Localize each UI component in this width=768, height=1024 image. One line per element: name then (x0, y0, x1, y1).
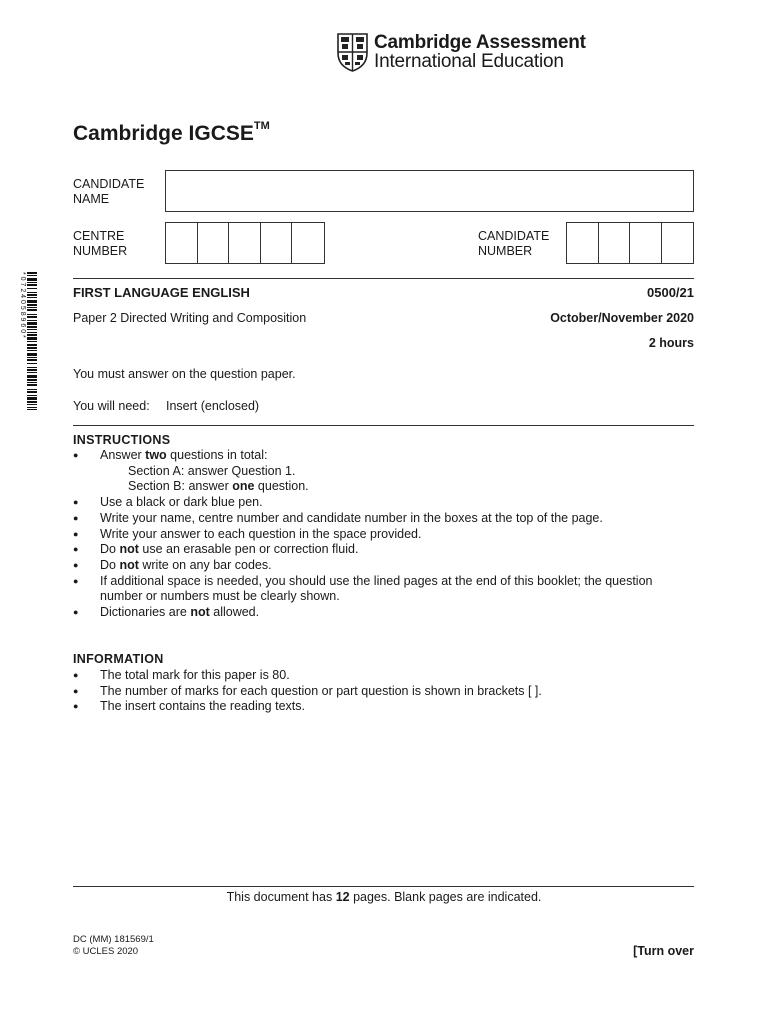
information-heading: INFORMATION (73, 652, 164, 666)
barcode-bar (27, 363, 37, 364)
barcode-bar (27, 278, 37, 281)
page-count-note: This document has 12 pages. Blank pages are indicated. (226, 890, 542, 904)
instruction-item: ● Do not write on any bar codes. (73, 558, 694, 574)
copyright: © UCLES 2020 (73, 946, 139, 957)
candidate-number-label: CANDIDATE NUMBER (478, 229, 550, 258)
need-label: You will need: (73, 399, 150, 413)
crest-icon (337, 33, 368, 72)
barcode-bar (27, 395, 37, 396)
instruction-item: ● Do not use an erasable pen or correction fluid. (73, 542, 694, 558)
candidate-number-cell[interactable] (567, 223, 599, 263)
barcode-bar (27, 337, 37, 340)
centre-number-boxes[interactable] (165, 222, 325, 264)
instructions-heading: INSTRUCTIONS (73, 433, 171, 447)
information-list (73, 668, 694, 715)
barcode-digits: * 0 7 2 4 0 5 8 9 6 0 * (19, 272, 26, 338)
divider (73, 278, 694, 279)
barcode-bar (27, 320, 37, 321)
candidate-name-label: CANDIDATE NAME (73, 177, 145, 206)
document-reference (73, 934, 154, 958)
logo-line-1: Cambridge Assessment (374, 32, 586, 53)
barcode-bar (27, 404, 37, 405)
barcode-bar (27, 316, 37, 318)
subject-name: FIRST LANGUAGE ENGLISH (73, 285, 250, 300)
information-item: ● The insert contains the reading texts. (73, 699, 694, 715)
footer-divider (73, 886, 694, 887)
barcode-bar (27, 304, 37, 306)
instruction-item: ● Write your name, centre number and candidate number in the boxes at the top of the page. (73, 511, 694, 527)
page-title (73, 122, 270, 146)
barcode-bar (27, 297, 37, 298)
barcode-bar (27, 322, 37, 325)
barcode-bar (27, 307, 37, 308)
barcode-bar (27, 309, 37, 311)
barcode-bar (27, 292, 37, 293)
cambridge-logo (337, 31, 586, 73)
instruction-item: ● Use a black or dark blue pen. (73, 495, 694, 511)
barcode-bar (27, 409, 37, 410)
barcode-bar (27, 282, 37, 283)
logo-line-2: International Education (374, 51, 564, 72)
reference-code: DC (MM) 181569/1 (73, 934, 154, 945)
barcode-bar (27, 353, 37, 356)
barcode-bar (27, 372, 37, 373)
centre-number-cell[interactable] (292, 223, 325, 263)
barcode-bar (27, 407, 37, 408)
instruction-item: ● Write your answer to each question in the space provided. (73, 527, 694, 543)
barcode-bar (27, 294, 37, 296)
barcode-bar (27, 347, 37, 349)
barcode-bar (27, 384, 37, 386)
barcode-bar (27, 359, 37, 361)
instruction-item: ● Answer two questions in total: Section A: answer Question 1. Section B: answer one question. (73, 448, 694, 495)
answer-note: You must answer on the question paper. (73, 367, 296, 381)
turn-over-label: [Turn over (633, 944, 694, 958)
barcode-bar (27, 344, 37, 346)
exam-session: October/November 2020 (550, 311, 694, 325)
page-count: 12 (335, 890, 350, 904)
barcode-bar (27, 332, 37, 333)
instructions-list (73, 448, 694, 621)
barcode-bar (27, 350, 37, 351)
barcode-bar (27, 379, 37, 381)
centre-number-cell[interactable] (229, 223, 261, 263)
information-item: ● The total mark for this paper is 80. (73, 668, 694, 684)
barcode-bar (27, 369, 37, 371)
centre-number-cell[interactable] (261, 223, 293, 263)
barcode-bar (27, 329, 37, 330)
instruction-sub-item: Section B: answer one question. (128, 479, 309, 494)
candidate-number-cell[interactable] (630, 223, 662, 263)
instruction-item: ● If additional space is needed, you should use the lined pages at the end of this booklet; the question number or numbers must be clearly shown. (73, 574, 694, 605)
candidate-name-box[interactable] (165, 170, 694, 212)
barcode-bar (27, 275, 37, 276)
exam-duration: 2 hours (648, 336, 694, 350)
barcode-bar (27, 391, 37, 393)
candidate-number-cell[interactable] (662, 223, 694, 263)
qualification-name: Cambridge IGCSE (73, 122, 254, 145)
instruction-item: ● Dictionaries are not allowed. (73, 605, 694, 621)
need-value: Insert (enclosed) (166, 399, 260, 413)
barcode-bar (27, 326, 37, 328)
barcode-bar (27, 341, 37, 342)
barcode-bar (27, 300, 37, 303)
centre-number-label: CENTRE NUMBER (73, 229, 128, 258)
barcode-bar (27, 288, 37, 289)
trademark-symbol: TM (253, 120, 270, 132)
centre-number-cell[interactable] (198, 223, 230, 263)
paper-code: 0500/21 (647, 285, 694, 300)
barcode-bar (27, 272, 37, 274)
barcode-bar (27, 367, 37, 368)
barcode-bar (27, 401, 37, 403)
barcode-bar (27, 389, 37, 390)
barcode-bar (27, 397, 37, 400)
barcode-bar (27, 382, 37, 383)
barcode-bar (27, 314, 37, 315)
instruction-sub-item: Section A: answer Question 1. (128, 463, 296, 478)
barcode (27, 272, 37, 410)
barcode-bar (27, 334, 37, 336)
centre-number-cell[interactable] (166, 223, 198, 263)
candidate-number-boxes[interactable] (566, 222, 694, 264)
information-item: ● The number of marks for each question or part question is shown in brackets [ ]. (73, 684, 694, 700)
paper-title: Paper 2 Directed Writing and Composition (73, 311, 307, 325)
divider (73, 425, 694, 426)
barcode-bar (27, 375, 37, 378)
barcode-bar (27, 284, 37, 286)
candidate-number-cell[interactable] (599, 223, 631, 263)
barcode-bar (27, 357, 37, 358)
